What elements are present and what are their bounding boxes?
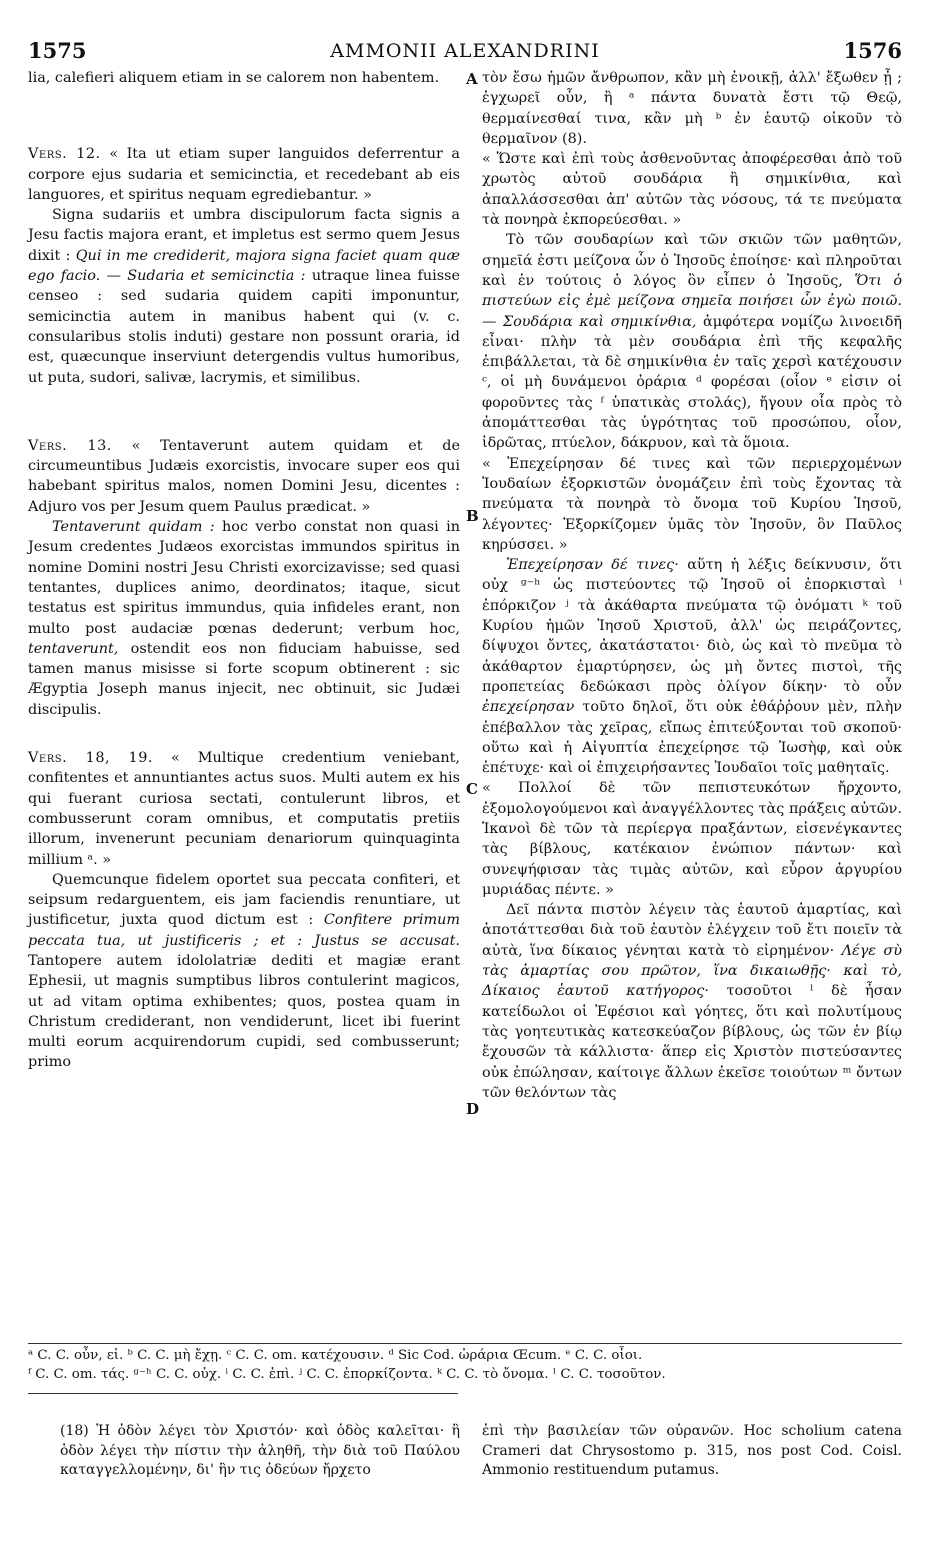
margin-letter-c: C	[466, 780, 478, 798]
greek-commentary-13	[482, 555, 902, 778]
commentary-text: αὕτη ἡ λέξις δείκνυσιν, ὅτι οὐχ ᵍ⁻ʰ ὡς πιστεύοντες τῷ Ἰησοῦ οἱ ἐπορκισταὶ ⁱ ἐπόρκιζον ʲ τὰ ἀκάθαρτα πνεύματα τῷ ὀνόματι ᵏ τοῦ Κυρίου ἡμῶν Ἰησοῦ Χριστοῦ, ἀλλ' ὡς πειράζοντες, δίψυχοι ὄντες, ἀκατάστατοι· διὸ, ὡς καὶ τὸ πνεῦμα τὸ ἀκάθαρτον ἐμαρτύρησεν, ὡς μὴ ὄντες πιστοὶ, τῆς προπετείας δεδώκασι πρὸς ὀλίγον δίκην· τὸ οὖν	[482, 557, 903, 695]
page-number-left: 1575	[28, 38, 87, 63]
commentary-text: τοῦτο δηλοῖ, ὅτι οὐκ ἐθάῤῥουν μὲν, πλὴν ἐπέβαλλον τὰς χεῖρας, εἴπως ἐπιτεύξονται τοῦ σκοποῦ· οὕτω καὶ ἡ Αἰγυπτία ἐπεχείρησε τῷ Ἰωσὴφ, καὶ οὐκ ἐπέτυχε· καὶ οἱ ἐπιχειρήσαντες Ἰουδαῖοι τοῖς μαθηταῖς.	[482, 699, 903, 777]
footnote-rule	[28, 1343, 902, 1344]
commentary-text: ἀμφότερα νομίζω λινοειδῆ εἶναι· πλὴν τὰ μὲν σουδάρια ἐπὶ τῆς κεφαλῆς ἐπιβάλλεται, τὰ δὲ σημικίνθια ἐν ταῖς χερσὶ κατέχουσιν ᶜ, οἱ μὴ δυνάμενοι ὀράρια ᵈ φορέσαι (οἷον ᵉ εἰσιν οἱ φοροῦντες τὰς ᶠ ὑπατικὰς στολάς), ἤγουν οἷα πρὸς τὸ ἀπομάττεσθαι τὰς ὑγρότητας τοῦ προσώπου, οἷον, ἱδρῶτας, πτύελον, δάκρυον, καὶ τὰ ὅμοια.	[482, 313, 902, 452]
greek-verse-12: « Ὥστε καὶ ἐπὶ τοὺς ἀσθενοῦντας ἀποφέρεσθαι ἀπὸ τοῦ χρωτὸς αὐτοῦ σουδάρια ἢ σημικίνθια, καὶ ἀπαλλάσσεσθαι ἀπ' αὐτῶν τὰς νόσους, τά τε πνεύματα τὰ πονηρὰ ἐκπορεύεσθαι. »	[482, 151, 902, 229]
page-header	[28, 38, 902, 66]
commentary-text: τοσοῦτοι ˡ δὲ ἦσαν κατείδωλοι οἱ Ἐφέσιοι καὶ γόητες, ὅτι καὶ πολυτίμους τὰς γοητευτικὰς κατεσκεύαζον βίβλους, ὡς τῶν ἐν βίῳ ἔχουσῶν τὰ κάλλιστα· ἅπερ εἰς Χριστὸν πιστεύσαντες οὐκ ἐπώλησαν, καίτοιγε ἄλλων ἐκεῖσε τοιούτων ᵐ ὄντων τῶν θελόντων τὰς	[482, 983, 902, 1101]
verse-text: « Ita ut etiam super languidos deferrentur a corpore ejus sudaria et semicinctia, et recedebant ab eis languores, et spiritus nequam egrediebantur. »	[28, 146, 461, 203]
commentary-quote: Ὅτι ὁ πιστεύων εἰς ἐμὲ μείζονα σημεῖα ποιήσει ὧν ἐγὼ ποιῶ. — Σουδάρια καὶ σημικίνθια,	[482, 272, 903, 330]
footnotes	[28, 1346, 902, 1384]
commentary-quote: Tentaverunt quidam :	[52, 519, 215, 536]
commentary-text: Signa sudariis et umbra discipulorum facta signis a Jesu factis majora erant, et impletus est sermo quem Jesus dixit :	[28, 207, 460, 264]
running-title: AMMONII ALEXANDRINI	[330, 40, 600, 62]
commentary-text: hoc verbo constat non quasi in Jesum credentes Judæos exorcistas immundos spiritus in nomine Domini nostri Jesu Christi exorcizavisse; sed quasi tentantes, duplices animo, deordinatos; itaque, sicut testatus est spiritus immundus, quia infideles erant, non multo post audaciæ pœnas dederunt; verbum hoc,	[28, 519, 460, 637]
latin-commentary-13	[28, 517, 460, 720]
commentary-text: utraque linea fuisse censeo : sed sudaria quidem capiti imponuntur, semicinctia autem in manibus habent qui (v. c. consularibus stolis induti) gestare non possunt oraria, id est, quæcunque inserviunt detergendis vultus humoribus, ut puta, sudori, salivæ, lacrymis, et similibus.	[28, 268, 461, 386]
latin-verse-12	[28, 144, 460, 205]
greek-column	[482, 68, 902, 1103]
greek-commentary-12	[482, 230, 902, 453]
greek-commentary-18-19	[482, 900, 902, 1103]
margin-letter-a: A	[466, 70, 478, 88]
latin-commentary-18-19	[28, 870, 460, 1073]
verse-label: Vers. 13.	[28, 437, 112, 454]
latin-paragraph: lia, calefieri aliquem etiam in se calorem non habentem.	[28, 70, 440, 86]
commentary-quote: Qui in me crediderit, majora signa faciet quam quæ ego facio. — Sudaria et semicinctia :	[28, 247, 460, 285]
scholium-rule	[28, 1393, 458, 1394]
commentary-text: Tantopere autem idololatriæ dediti et magiæ erant Ephesii, ut magnis sumptibus libros contulerint magicos, ut ad vitam optima exhibentes; quos, postea quam in Christum crediderant, non vendiderunt, licet ibi fuerint multi eorum acquirendorum cupidi, sed combusserunt; primo	[28, 952, 460, 1071]
commentary-quote: Confitere primum peccata tua, ut justificeris ; et : Justus se accusat.	[28, 912, 460, 949]
scholium-greek: (18) Ἡ ὁδὸν λέγει τὸν Χριστόν· καὶ ὁδὸς καλεῖται· ἢ ὁδὸν λέγει τὴν πίστιν τὴν ἀληθῆ, τὴν διὰ τοῦ Παύλου καταγγελλομένην, δι' ἣν τις ὁδεύων ἤρχετο	[60, 1423, 460, 1478]
commentary-text: Δεῖ πάντα πιστὸν λέγειν τὰς ἑαυτοῦ ἁμαρτίας, καὶ ἀποτάττεσθαι διὰ τοῦ ἑαυτὸν ἐλέγχειν τοῦ ἔτι ποιεῖν τὰ αὐτὰ, ἵνα δίκαιος γένηται κατὰ τὸ εἰρημένον·	[482, 902, 902, 959]
commentary-quote: Λέγε σὺ τὰς ἁμαρτίας σου πρῶτον, ἵνα δικαιωθῇς· καὶ τὸ, Δίκαιος ἑαυτοῦ κατήγορος·	[482, 942, 902, 1000]
greek-paragraph: τὸν ἔσω ἡμῶν ἄνθρωπον, κἂν μὴ ἐνοικῇ, ἀλλ' ἔξωθεν ᾖ ; ἐγχωρεῖ οὖν, ἢ ᵃ πάντα δυνατὰ ἔστι τῷ Θεῷ, θερμαίνεσθαί τινα, κἂν μὴ ᵇ ἐν ἑαυτῷ οἰκοῦν τὸ θερμαῖνον (8).	[482, 70, 902, 147]
footnote-line: ᵃ C. C. οὖν, εἰ. ᵇ C. C. μὴ ἔχῃ. ᶜ C. C. om. κατέχουσιν. ᵈ Sic Cod. ὠράρια Œcum. ᵉ C. C. οἷοι.	[28, 1348, 643, 1363]
scholium-latin: ἐπὶ τὴν βασιλείαν τῶν οὐρανῶν. Hoc scholium catena Crameri dat Chrysostomo p. 315, nos post Cod. Coisl. Ammonio restituendum putamus.	[482, 1423, 902, 1478]
verse-text: « Tentaverunt autem quidam et de circumeuntibus Judæis exorcistis, invocare super eos qui habebant spiritus malos, nomen Domini Jesu, dicentes : Adjuro vos per Jesum quem Paulus prædicat. »	[28, 437, 460, 515]
commentary-text: ostendit eos non fiduciam habuisse, sed tamen manus misisse si forte scopum obtinerent : sic Ægyptia Joseph manus injecit, nec obtinuit, sic Judæi discipulis.	[28, 640, 460, 718]
latin-commentary-12	[28, 205, 460, 388]
commentary-text: Τὸ τῶν σουδαρίων καὶ τῶν σκιῶν τῶν μαθητῶν, σημεῖά ἐστι μείζονα ὧν ὁ Ἰησοῦς ἐποίησε· καὶ πληροῦται καὶ ἐν τούτοις ὁ λόγος ὃν εἶπεν ὁ Ἰησοῦς,	[482, 232, 902, 289]
commentary-quote: Ἐπεχείρησαν δέ τινες·	[506, 557, 679, 574]
commentary-quote: ἐπεχείρησαν	[482, 699, 575, 716]
verse-text: « Multique credentium veniebant, confitentes et annuntiantes actus suos. Multi autem ex his qui fuerant curiosa sectati, contulerunt libros, et combusserunt coram omnibus, et computatis pretiis illorum, invenerunt pecuniam denariorum quinquaginta millium ᵃ. »	[28, 750, 460, 868]
commentary-text: Quemcunque fidelem oportet sua peccata confiteri, et seipsum redarguentem, eis jam faciendis renuntiare, ut justificetur, juxta quod dictum est :	[28, 871, 460, 929]
footnote-line: ᶠ C. C. om. τάς. ᵍ⁻ʰ C. C. οὐχ. ⁱ C. C. ἐπὶ. ʲ C. C. ἐπορκίζοντα. ᵏ C. C. τὸ ὄνομα. ˡ C. C. τοσοῦτον.	[28, 1367, 666, 1382]
latin-column	[28, 68, 460, 1073]
latin-verse-18-19	[28, 748, 460, 870]
latin-verse-13	[28, 436, 460, 517]
commentary-quote: tentaverunt,	[28, 640, 119, 657]
margin-letter-d: D	[466, 1100, 480, 1118]
page-number-right: 1576	[843, 38, 902, 63]
margin-letter-b: B	[466, 507, 479, 525]
greek-verse-18-19: « Πολλοί δὲ τῶν πεπιστευκότων ἤρχοντο, ἐξομολογούμενοι καὶ ἀναγγέλλοντες τὰς πράξεις αὐτῶν. Ἱκανοὶ δὲ τῶν τὰ περίεργα πραξάντων, εἰσενέγκαντες τὰς βίβλους, κατέκαιον ἐνώπιον πάντων· καὶ συνεψήφισαν τὰς τιμὰς αὐτῶν, καὶ εὗρον ἀργυρίου μυριάδας πέντε. »	[482, 780, 902, 898]
verse-label: Vers. 18, 19.	[28, 750, 153, 767]
greek-verse-13: « Ἐπεχείρησαν δέ τινες καὶ τῶν περιερχομένων Ἰουδαίων ἐξορκιστῶν ὀνομάζειν ἐπὶ τοὺς ἔχοντας τὰ πνεύματα τὰ πονηρὰ τὸ ὄνομα τοῦ Κυρίου Ἰησοῦ, λέγοντες· Ἐξορκίζομεν ὑμᾶς τὸν Ἰησοῦν, ὃν Παῦλος κηρύσσει. »	[482, 455, 902, 553]
verse-label: Vers. 12.	[28, 146, 101, 163]
